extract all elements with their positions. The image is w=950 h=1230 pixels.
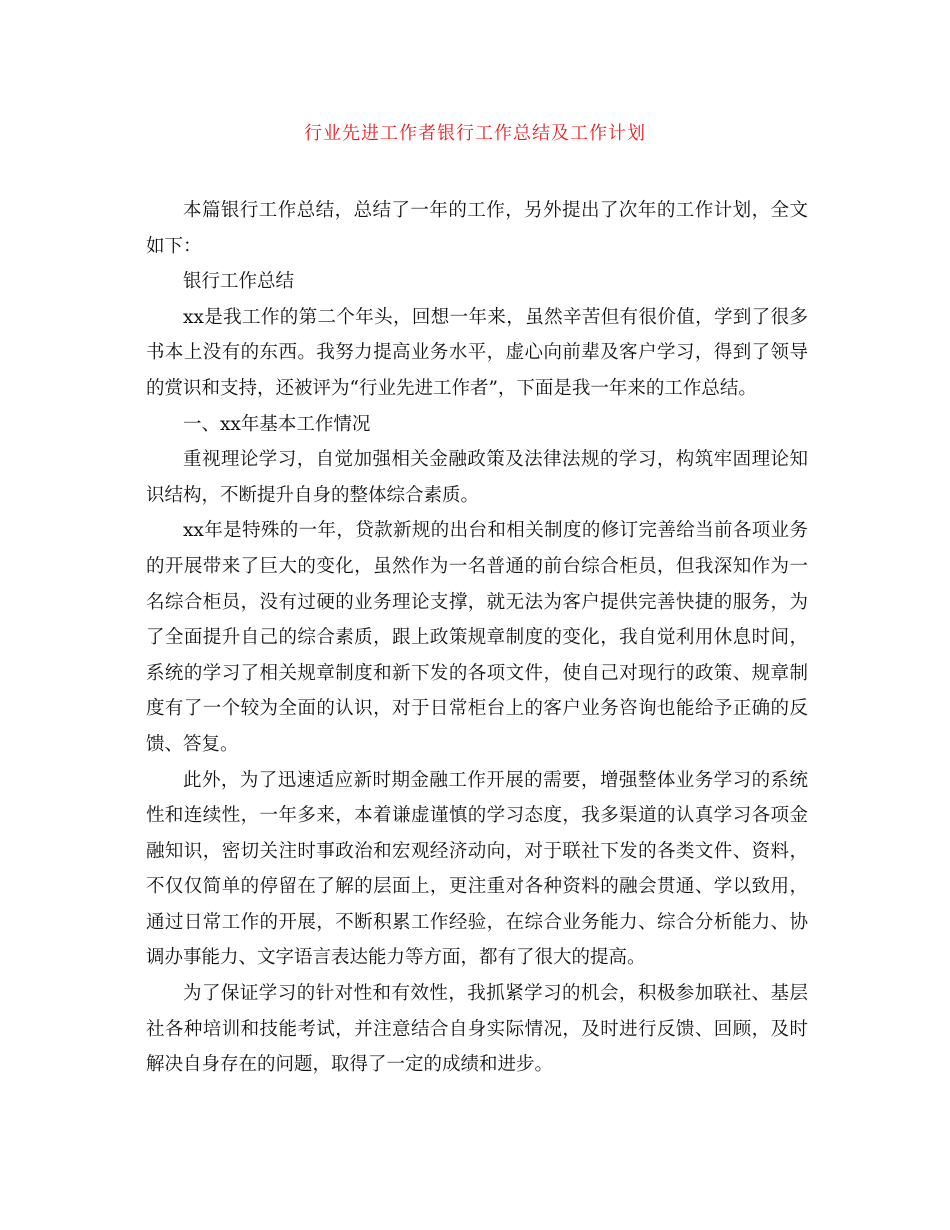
paragraph-theory-study: 重视理论学习，自觉加强相关金融政策及法律法规的学习，构筑牢固理论知识结构，不断提升自身的整体综合素质。	[146, 449, 808, 506]
document-title: 行业先进工作者银行工作总结及工作计划	[304, 123, 646, 144]
paragraph-training: 为了保证学习的针对性和有效性，我抓紧学习的机会，积极参加联社、基层社各种培训和技能考试，并注意结合自身实际情况，及时进行反馈、回顾，及时解决自身存在的问题，取得了一定的成绩和进步。	[146, 983, 808, 1076]
section-heading-summary: 银行工作总结	[183, 271, 295, 293]
paragraph-special-year: xx年是特殊的一年，贷款新规的出台和相关制度的修订完善给当前各项业务的开展带来了巨大的变化，虽然作为一名普通的前台综合柜员，但我深知作为一名综合柜员，没有过硬的业务理论支撑，就无法为客户提供完善快捷的服务，为了全面提升自己的综合素质，跟上政策规章制度的变化，我自觉利用休息时间，系统的学习了相关规章制度和新下发的各项文件，使自己对现行的政策、规章制度有了一个较为全面的认识，对于日常柜台上的客户业务咨询也能给予正确的反馈、答复。	[146, 520, 808, 755]
section-heading-basic-work: 一、xx年基本工作情况	[183, 413, 371, 435]
document-body	[146, 193, 808, 1083]
paragraph-additional-learning: 此外，为了迅速适应新时期金融工作开展的需要，增强整体业务学习的系统性和连续性，一年多来，本着谦虚谨慎的学习态度，我多渠道的认真学习各项金融知识，密切关注时事政治和宏观经济动向，对于联社下发的各类文件、资料，不仅仅简单的停留在了解的层面上，更注重对各种资料的融会贯通、学以致用，通过日常工作的开展，不断积累工作经验，在综合业务能力、综合分析能力、协调办事能力、文字语言表达能力等方面，都有了很大的提高。	[146, 769, 808, 969]
paragraph-overview: xx是我工作的第二个年头，回想一年来，虽然辛苦但有很价值，学到了很多书本上没有的东西。我努力提高业务水平，虚心向前辈及客户学习，得到了领导的赏识和支持，还被评为“行业先进工作者”，下面是我一年来的工作总结。	[146, 306, 808, 399]
paragraph-intro: 本篇银行工作总结，总结了一年的工作，另外提出了次年的工作计划，全文如下：	[146, 200, 808, 257]
